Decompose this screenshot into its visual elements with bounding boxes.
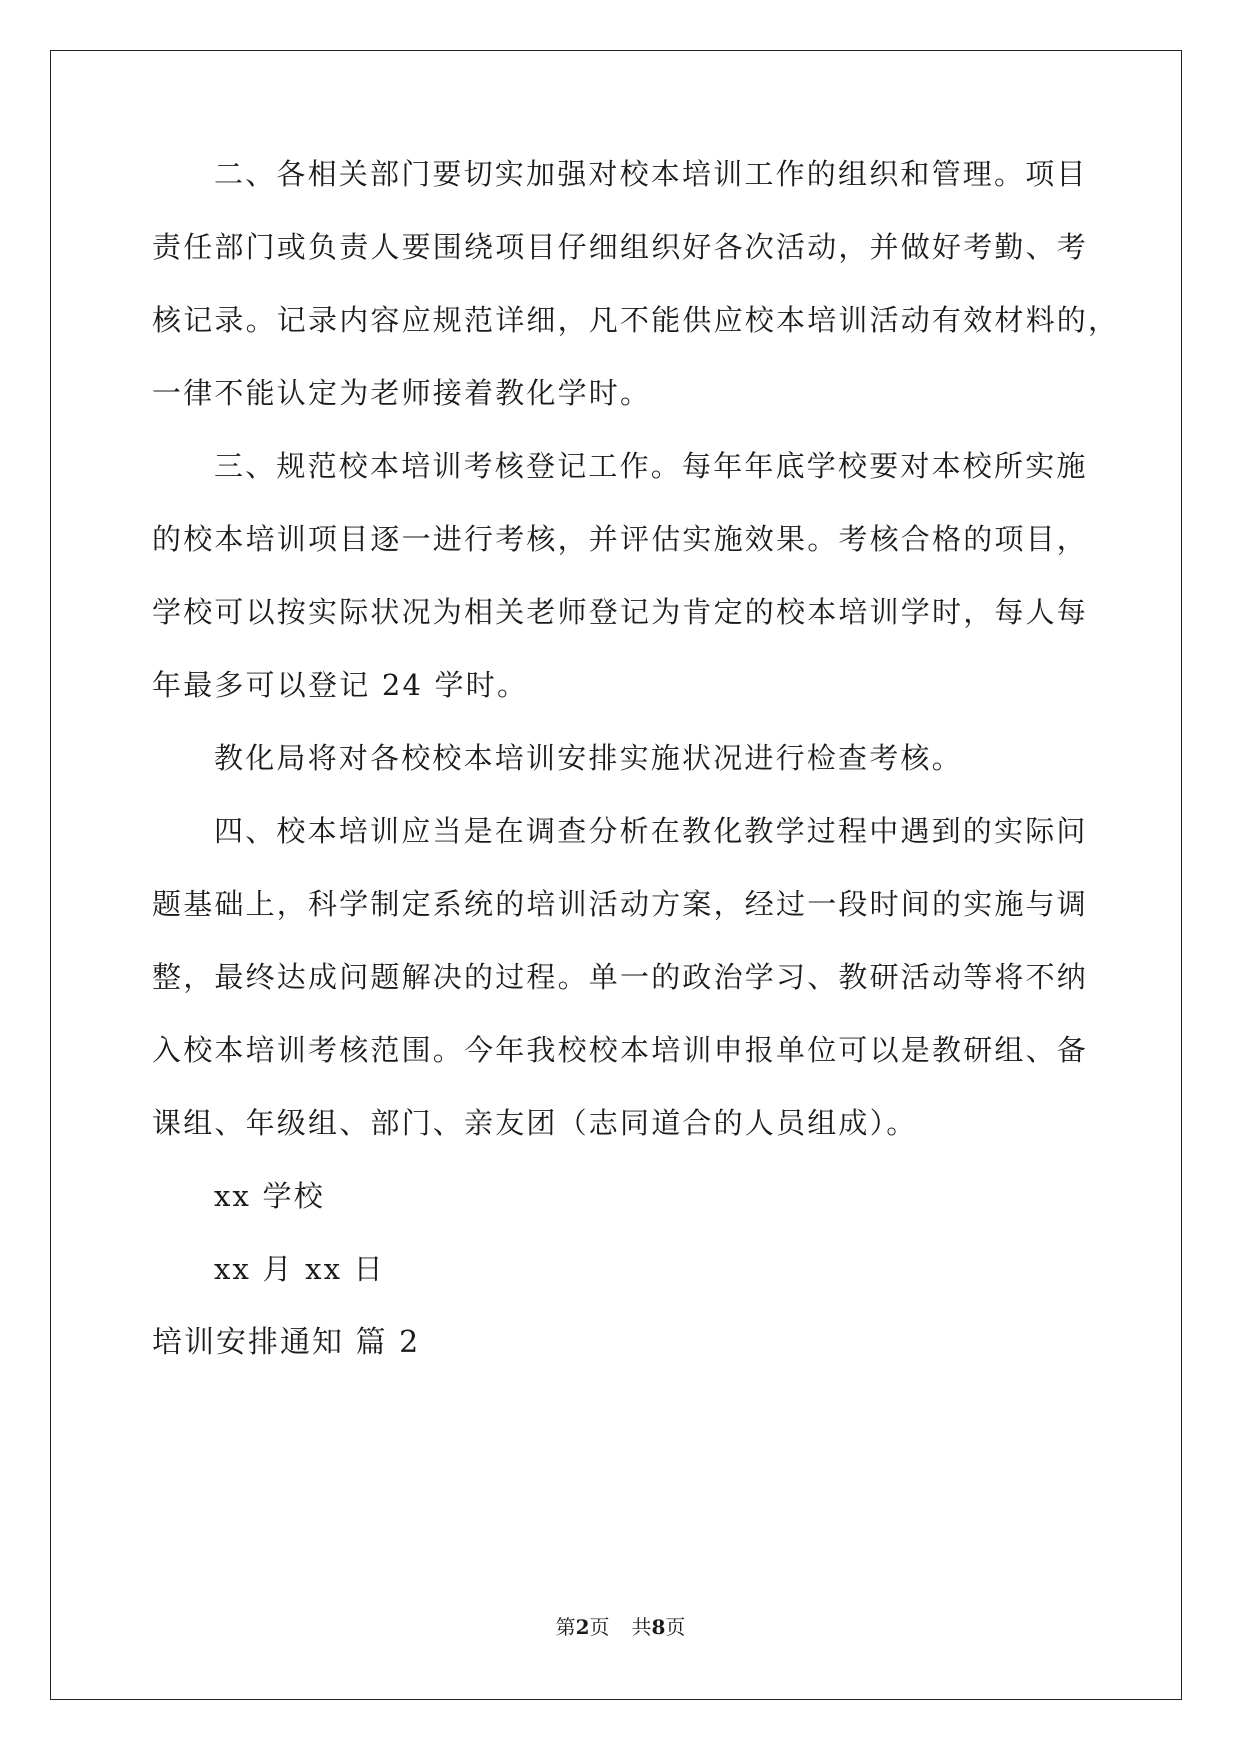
paragraph-3-line-1: 三、规范校本培训考核登记工作。每年年底学校要对本校所实施: [214, 449, 1088, 483]
paragraph-2-line-1: 二、各相关部门要切实加强对校本培训工作的组织和管理。项目: [214, 157, 1088, 191]
total-page-number: 8: [651, 1615, 666, 1639]
paragraph-2-line-3: 核记录。记录内容应规范详细，凡不能供应校本培训活动有效材料的，: [152, 303, 1120, 337]
paragraph-4-line-1: 四、校本培训应当是在调查分析在教化教学过程中遇到的实际问: [214, 814, 1088, 848]
paragraph-4-line-3: 整，最终达成问题解决的过程。单一的政治学习、教研活动等将不纳: [152, 960, 1089, 994]
page-prefix: 第: [555, 1615, 576, 1639]
signature-date: xx 月 xx 日: [214, 1252, 385, 1286]
page-suffix: 页: [589, 1615, 610, 1639]
paragraph-2-line-2: 责任部门或负责人要围绕项目仔细组织好各次活动，并做好考勤、考: [152, 230, 1089, 264]
total-prefix: 共: [631, 1615, 652, 1639]
paragraph-3-line-3: 学校可以按实际状况为相关老师登记为肯定的校本培训学时，每人每: [152, 595, 1089, 629]
total-suffix: 页: [665, 1615, 686, 1639]
paragraph-2-line-4: 一律不能认定为老师接着教化学时。: [152, 376, 652, 410]
page-border: [50, 50, 1182, 1700]
current-page-number: 2: [575, 1615, 590, 1639]
section-heading: 培训安排通知 篇 2: [152, 1325, 421, 1360]
paragraph-inspection: 教化局将对各校校本培训安排实施状况进行检查考核。: [214, 741, 963, 775]
paragraph-3-line-4: 年最多可以登记 24 学时。: [152, 668, 529, 702]
page-footer: [0, 1617, 1241, 1637]
paragraph-4-line-4: 入校本培训考核范围。今年我校校本培训申报单位可以是教研组、备: [152, 1033, 1089, 1067]
paragraph-4-line-5: 课组、年级组、部门、亲友团（志同道合的人员组成）。: [152, 1106, 918, 1140]
paragraph-4-line-2: 题基础上，科学制定系统的培训活动方案，经过一段时间的实施与调: [152, 887, 1089, 921]
paragraph-3-line-2: 的校本培训项目逐一进行考核，并评估实施效果。考核合格的项目，: [152, 522, 1089, 556]
signature-school: xx 学校: [214, 1179, 325, 1213]
